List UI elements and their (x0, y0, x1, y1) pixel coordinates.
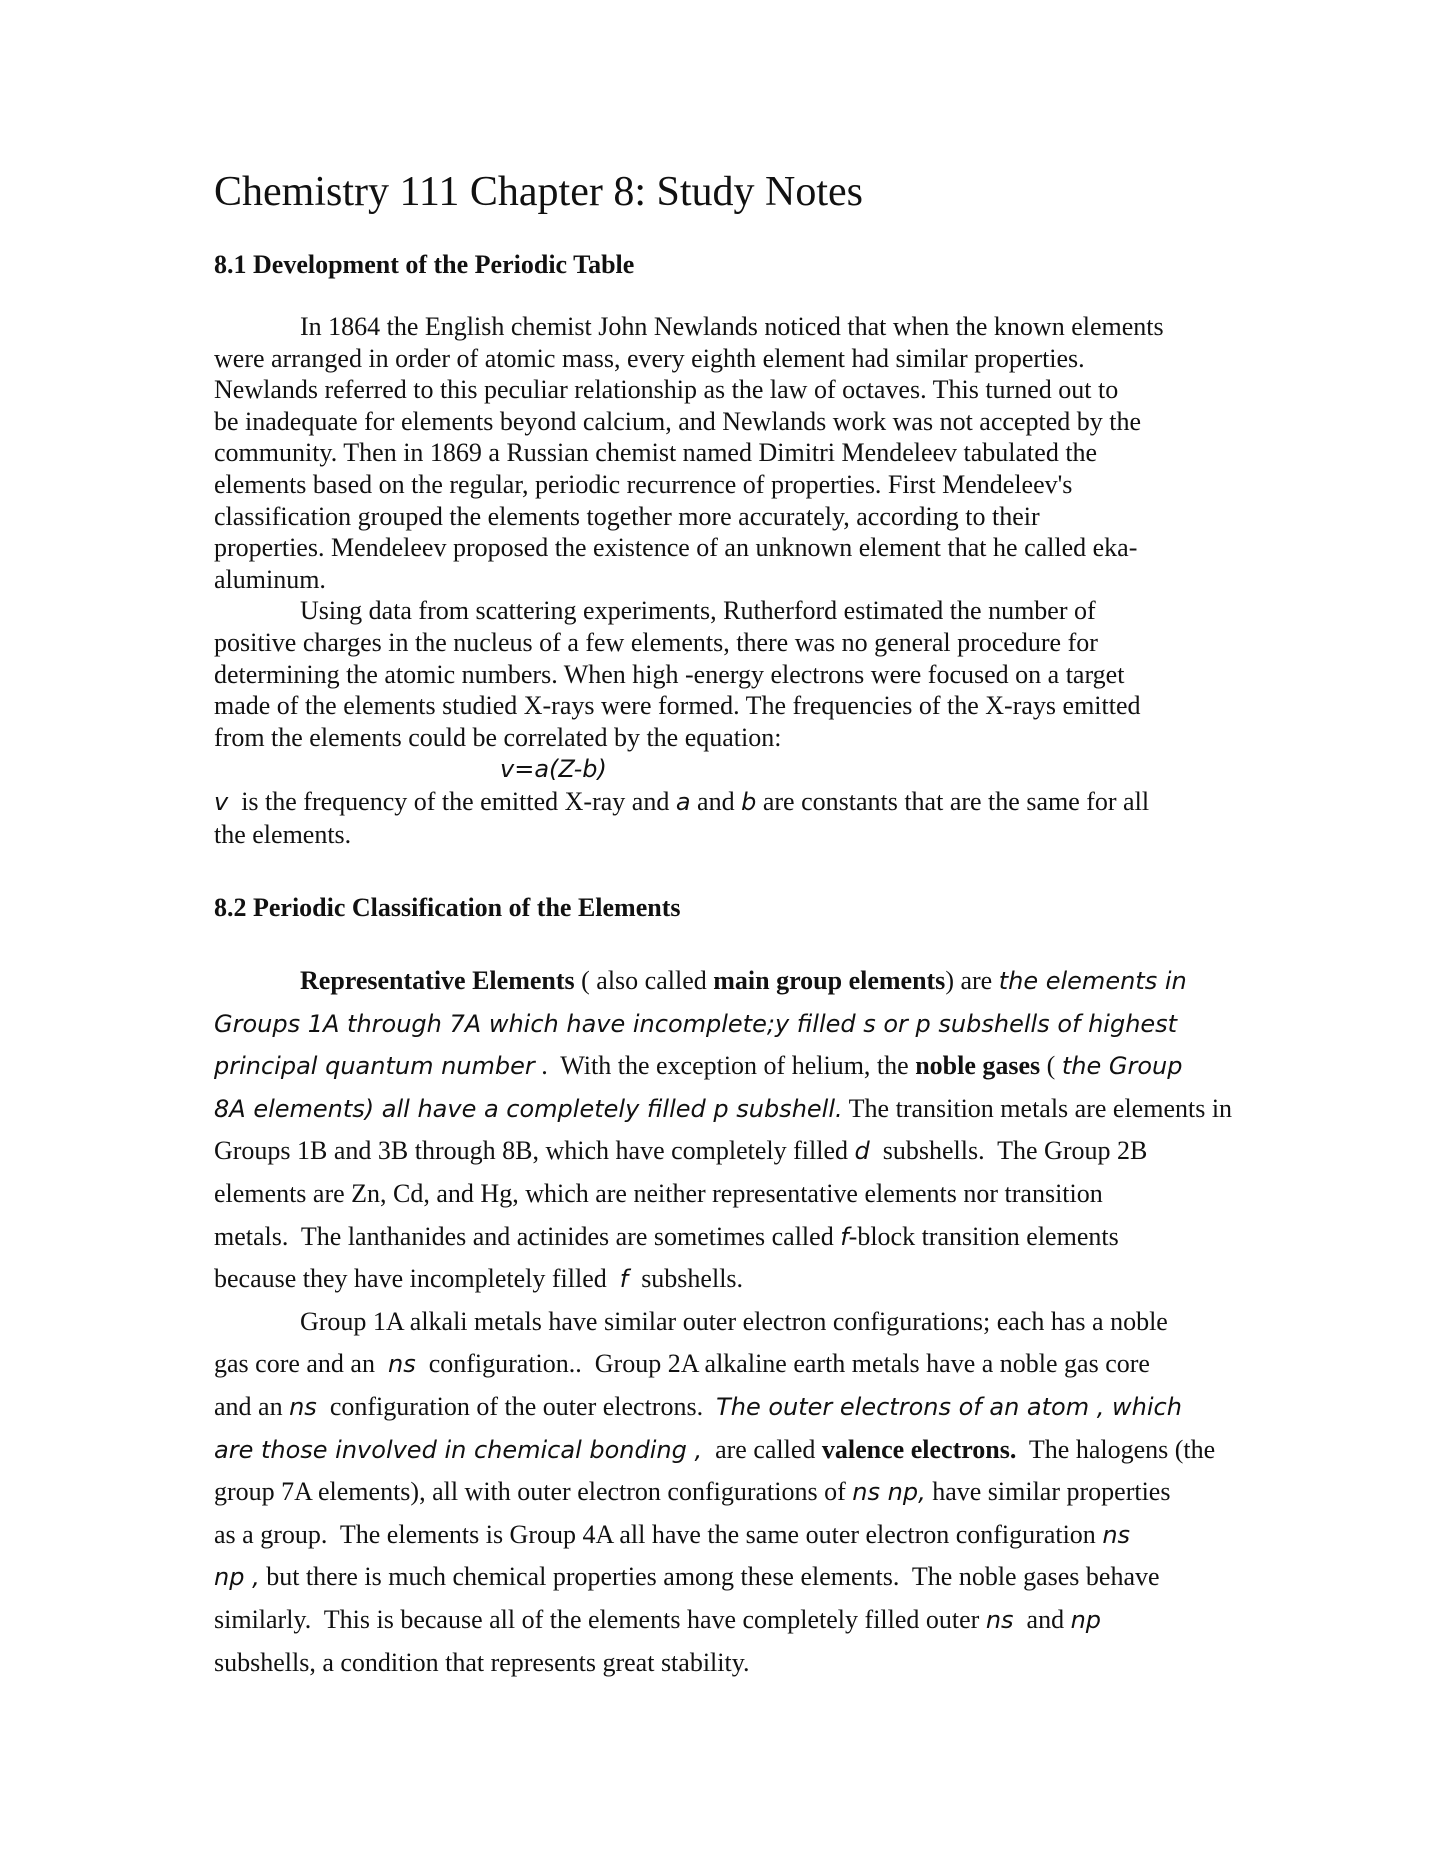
text-line (214, 1088, 1254, 1131)
text-line: determining the atomic numbers. When high -energy electrons were focused on a target (214, 659, 1125, 689)
text-run: Groups 1B and 3B through 8B, which have completely filled (214, 1136, 855, 1166)
text-line (214, 1130, 1254, 1173)
text-line: community. Then in 1869 a Russian chemist named Dimitri Mendeleev tabulated the (214, 438, 1098, 468)
italic-run: are those involved in chemical bonding , (214, 1435, 703, 1464)
italic-run: the elements in (998, 967, 1187, 995)
var-b: b (741, 787, 757, 816)
text-run: subshells. The Group 2B (869, 1136, 1148, 1166)
text-line (214, 1386, 1254, 1429)
text-line: Group 1A alkali metals have similar outer electron configurations; each has a noble (300, 1306, 1168, 1336)
text-run: ) are (945, 966, 999, 995)
text-run: -block transition elements (848, 1221, 1119, 1251)
text-line: subshells, a condition that represents great stability. (214, 1647, 750, 1677)
section-8-1-body (214, 311, 1254, 850)
italic-run: the Group (1061, 1052, 1183, 1081)
text-line: elements are Zn, Cd, and Hg, which are neither representative elements nor transition (214, 1178, 1103, 1208)
section-heading-8-2: 8.2 Periodic Classification of the Elements (214, 893, 681, 922)
italic-run: ns (387, 1350, 416, 1379)
text-run: as a group. The elements is Group 4A all have the same outer electron configuration (214, 1519, 1103, 1549)
text-line: elements based on the regular, periodic recurrence of properties. First Mendeleev's (214, 469, 1073, 499)
text-run: and an (214, 1391, 290, 1421)
var-v: v (214, 787, 229, 816)
text-run: configuration.. Group 2A alkaline earth metals have a noble gas core (415, 1349, 1150, 1379)
italic-run: ns (1102, 1520, 1131, 1549)
equation-text: v=a(Z-b) (500, 755, 607, 784)
page-title: Chemistry 111 Chapter 8: Study Notes (214, 169, 864, 215)
text-line: Newlands referred to this peculiar relationship as the law of octaves. This turned out to (214, 375, 1119, 405)
term-noble-gases: noble gases (915, 1051, 1041, 1081)
var-a: a (675, 787, 691, 816)
text-line: be inadequate for elements beyond calcium, and Newlands work was not accepted by the (214, 406, 1141, 436)
text-run: . With the exception of helium, the (534, 1051, 916, 1081)
text-run: have similar properties (925, 1477, 1171, 1507)
text-run: The halogens (the (1016, 1434, 1216, 1464)
text-line (214, 786, 1254, 819)
paragraph (214, 595, 1254, 850)
text-line (214, 1429, 1254, 1472)
text-line: Using data from scattering experiments, Rutherford estimated the number of (300, 596, 1096, 626)
text-run: and (1013, 1604, 1071, 1634)
text-line: from the elements could be correlated by the equation: (214, 722, 782, 752)
paragraph (214, 311, 1254, 595)
text-run: because they have incompletely filled (214, 1264, 620, 1294)
text-line (214, 960, 1254, 1003)
text-run: but there is much chemical properties among these elements. The noble gases behave (259, 1562, 1160, 1592)
italic-run: 8A elements) all have a completely filled p subshell. (214, 1094, 843, 1123)
italic-run: d (854, 1137, 870, 1166)
text-run: gas core and an (214, 1349, 388, 1379)
term-representative-elements: Representative Elements (300, 966, 575, 995)
paragraph (214, 1301, 1254, 1684)
text-line: the elements. (214, 819, 352, 849)
text-line (214, 1599, 1254, 1642)
text-run: ( also called (574, 966, 714, 995)
text-run: group 7A elements), all with outer electron configurations of (214, 1477, 853, 1507)
term-main-group-elements: main group elements (713, 966, 946, 995)
text-line (214, 1556, 1254, 1599)
italic-run: np , (214, 1563, 260, 1592)
text-line (214, 1216, 1254, 1259)
italic-run: The outer electrons of an atom , which (716, 1392, 1182, 1421)
text-run: is the frequency of the emitted X-ray and (228, 786, 676, 816)
text-line: made of the elements studied X-rays were formed. The frequencies of the X-rays emitted (214, 691, 1141, 721)
section-8-2-body (214, 960, 1254, 1684)
italic-run: f (619, 1265, 629, 1294)
italic-run: np (1070, 1605, 1102, 1634)
term-valence-electrons: valence electrons. (821, 1434, 1017, 1464)
text-line: aluminum. (214, 564, 326, 594)
text-line (214, 1514, 1254, 1557)
text-run: metals. The lanthanides and actinides are sometimes called (214, 1221, 841, 1251)
text-line (214, 1471, 1254, 1514)
italic-run: ns (985, 1605, 1014, 1634)
text-line: properties. Mendeleev proposed the existence of an unknown element that he called eka- (214, 533, 1138, 563)
text-run: The transition metals are elements in (842, 1093, 1233, 1123)
text-run: configuration of the outer electrons. (316, 1391, 717, 1421)
italic-run: principal quantum number (214, 1052, 535, 1081)
text-line: classification grouped the elements together more accurately, according to their (214, 501, 1040, 531)
section-heading-8-1: 8.1 Development of the Periodic Table (214, 250, 635, 279)
text-line (214, 1258, 1254, 1301)
text-line (214, 1003, 1254, 1046)
text-run: similarly. This is because all of the elements have completely filled outer (214, 1604, 986, 1634)
text-run: are called (702, 1434, 822, 1464)
text-line: In 1864 the English chemist John Newlands noticed that when the known elements (300, 312, 1164, 341)
text-run: subshells. (628, 1264, 744, 1294)
italic-run: Groups 1A through 7A which have incomplete;y filled s or p subshells of highest (214, 1009, 1178, 1038)
text-line (214, 1343, 1254, 1386)
text-line: positive charges in the nucleus of a few elements, there was no general procedure for (214, 627, 1098, 657)
italic-run: ns (289, 1392, 317, 1421)
italic-run: ns np, (852, 1478, 926, 1507)
text-run: are constants that are the same for all (756, 786, 1150, 816)
equation (214, 753, 1254, 786)
text-line: were arranged in order of atomic mass, every eighth element had similar properties. (214, 343, 1085, 373)
paragraph (214, 960, 1254, 1301)
italic-run: f (840, 1222, 849, 1251)
text-line (214, 1045, 1254, 1088)
text-run: and (690, 786, 742, 816)
text-run: ( (1040, 1051, 1062, 1081)
